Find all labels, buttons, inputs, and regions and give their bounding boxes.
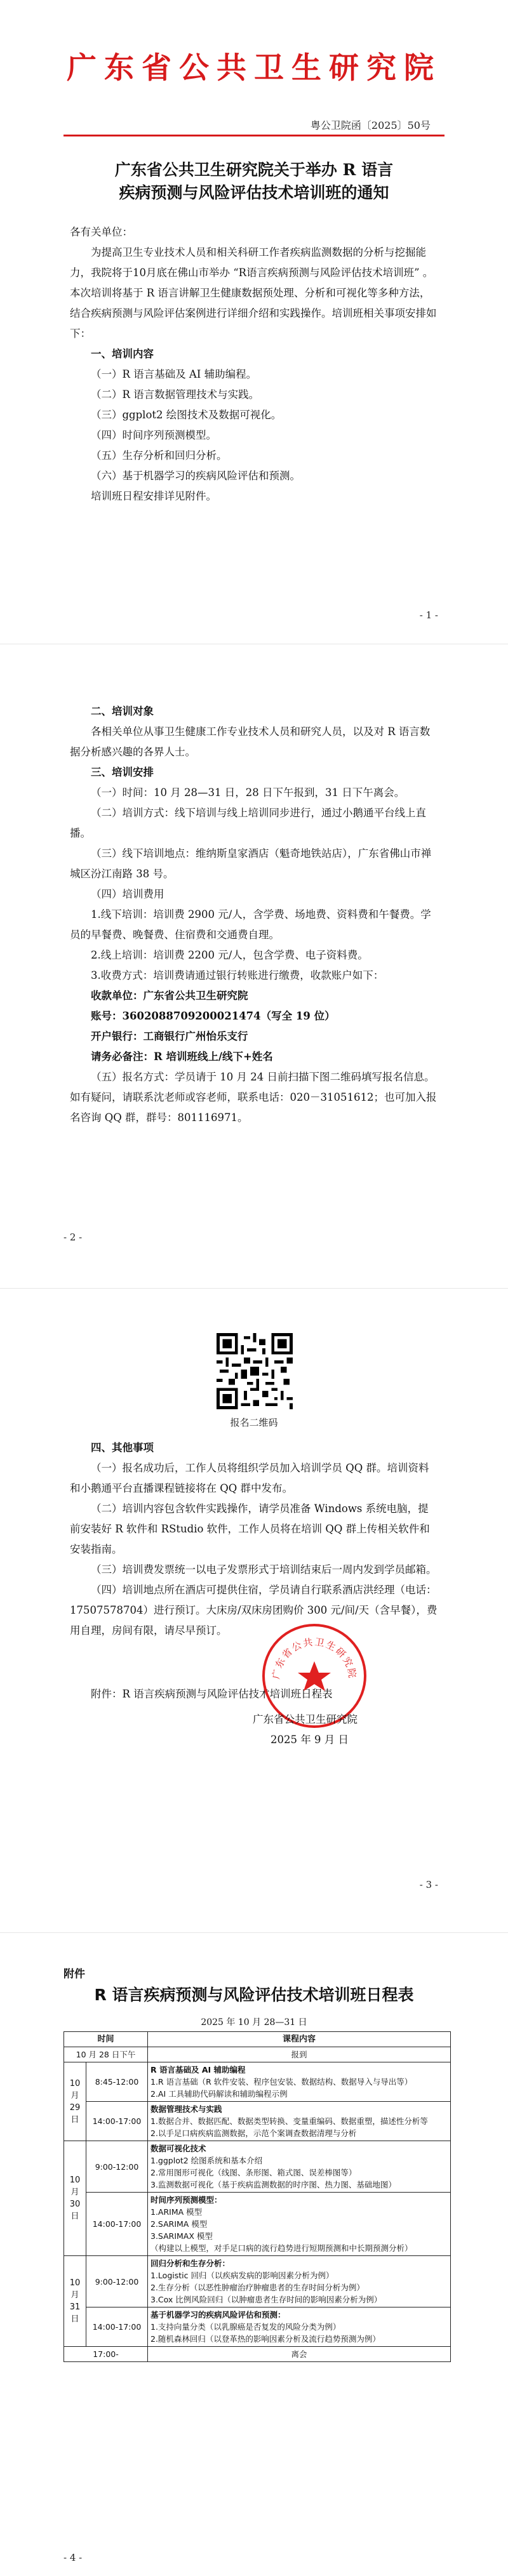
- intro-paragraph: 为提高卫生专业技术人员和相关科研工作者疾病监测数据的分析与挖掘能力，我院将于10月底在佛山市举办 “R语言疾病预测与风险评估技术培训班” 。本次培训将基于 R 语言讲解卫生健康数据预处理、分析和可视化等多种方法，结合疾病预测与风险评估案例进行详细介绍和实践操作。培训班相关事项安排如下：: [70, 246, 437, 340]
- content-cell: [148, 2102, 451, 2141]
- content-cell: [148, 2256, 451, 2307]
- section-3-heading: 三、培训安排: [91, 766, 154, 778]
- page-number: - 1 -: [419, 609, 438, 621]
- seal-text: 广东省公共卫生研究院: [270, 1636, 359, 1680]
- schedule-table: [64, 2031, 451, 2362]
- content-item: （四）时间序列预测模型。: [91, 429, 217, 441]
- session-item: 1.Logistic 回归（以疾病发病的影响因素分析为例）: [150, 2271, 334, 2280]
- session-title: 数据可视化技术: [150, 2144, 206, 2153]
- venue-paragraph: （三）线下培训地点：维纳斯皇家酒店（魁奇地铁站店），广东省佛山市禅城区汾江南路 38 号。: [70, 847, 432, 880]
- fee-offline: 1.线下培训：培训费 2900 元/人，含学费、场地费、资料费和午餐费。学员的早餐费、晚餐费、住宿费和交通费自理。: [70, 908, 431, 941]
- content-cell: [148, 2141, 451, 2193]
- session-title: 数据管理技术与实践: [150, 2104, 222, 2114]
- bank-name: 开户银行：工商银行广州怡乐支行: [91, 1030, 248, 1042]
- end-content-cell: 离会: [148, 2347, 451, 2362]
- other-item: （一）报名成功后，工作人员将组织学员加入培训学员 QQ 群。培训资料和小鹅通平台直播课程链接将在 QQ 群中发布。: [70, 1462, 429, 1494]
- org-letterhead-title: 广东省公共卫生研究院: [67, 51, 441, 86]
- session-item: 2.生存分析（以恶性肿瘤治疗肿瘤患者的生存时间分析为例）: [150, 2283, 364, 2292]
- session-title: 基于机器学习的疾病风险评估和预测：: [150, 2310, 286, 2320]
- content-cell: [148, 2193, 451, 2256]
- fee-heading: （四）培训费用: [91, 888, 164, 900]
- attachment-line[interactable]: 附件：R 语言疾病预测与风险评估技术培训班日程表: [91, 1688, 333, 1700]
- day-cell: 10 月 30 日: [64, 2141, 86, 2256]
- session-item: 2.SARIMA 模型: [150, 2219, 208, 2229]
- time-cell: 9:00-12:00: [86, 2256, 148, 2307]
- table-row: [64, 2347, 451, 2362]
- table-header-row: [64, 2032, 451, 2047]
- page-4: [0, 1933, 508, 2576]
- column-header-content: 课程内容: [148, 2032, 451, 2047]
- document-number: 粤公卫院函〔2025〕50号: [310, 119, 431, 131]
- time-cell: 8:45-12:00: [86, 2062, 148, 2102]
- fee-online: 2.线上培训：培训费 2200 元/人，包含学费、电子资料费。: [91, 949, 368, 961]
- page-number: - 4 -: [64, 2552, 83, 2563]
- column-header-time: 时间: [64, 2032, 148, 2047]
- fee-payment: 3.收费方式：培训费请通过银行转账进行缴费，收款账户如下：: [91, 969, 384, 981]
- page-2-body: [70, 701, 438, 1128]
- signature-date: 2025 年 9 月 日: [271, 1734, 349, 1746]
- content-item: （六）基于机器学习的疾病风险评估和预测。: [91, 470, 300, 482]
- page-2: [0, 644, 508, 1289]
- annex-title: R 语言疾病预测与风险评估技术培训班日程表: [94, 1986, 414, 2004]
- session-item: （构建以上模型，对手足口病的流行趋势进行短期预测和中长期预测分析）: [150, 2243, 413, 2253]
- end-time-cell: 17:00-: [64, 2347, 148, 2362]
- table-row: [64, 2102, 451, 2141]
- signup-paragraph: （五）报名方式：学员请于 10 月 24 日前扫描下图二维码填写报名信息。如有疑问，请联系沈老师或容老师，联系电话：020－31051612；也可加入报名咨询 QQ 群，群号：801116971。: [70, 1071, 437, 1124]
- time-cell: 14:00-17:00: [86, 2102, 148, 2141]
- salutation: 各有关单位：: [70, 226, 133, 238]
- session-item: 3.Cox 比例风险回归（以肿瘤患者生存时间的影响因素分析为例）: [150, 2295, 382, 2304]
- content-item: （一）R 语言基础及 AI 辅助编程。: [91, 368, 257, 380]
- annex-label: 附件: [64, 1968, 85, 1981]
- audience-paragraph: 各相关单位从事卫生健康工作专业技术人员和研究人员，以及对 R 语言数据分析感兴趣的各界人士。: [70, 726, 431, 758]
- notice-title-line-2: 疾病预测与风险评估技术培训班的通知: [119, 183, 389, 202]
- bank-account: 账号：3602088709200021474（写全 19 位）: [91, 1010, 335, 1022]
- content-item: （二）R 语言数据管理技术与实践。: [91, 388, 260, 401]
- time-cell: 14:00-17:00: [86, 2307, 148, 2347]
- time-cell: 14:00-17:00: [86, 2193, 148, 2256]
- session-item: 3.监测数据可视化（基于疾病监测数据的时序图、热力图、基础地图）: [150, 2180, 396, 2189]
- letterhead-red-rule: [64, 135, 444, 136]
- page-number: - 2 -: [64, 1232, 83, 1243]
- table-row: [64, 2256, 451, 2307]
- signup-qr-code[interactable]: [217, 1333, 293, 1409]
- content-item: （三）ggplot2 绘图技术及数据可视化。: [91, 409, 282, 421]
- page-1: [0, 0, 508, 644]
- table-row: [64, 2062, 451, 2102]
- session-item: 2.以手足口病疾病监测数据，示范个案调查数据清理与分析: [150, 2128, 357, 2138]
- other-item: （四）培训地点所在酒店可提供住宿，学员请自行联系酒店洪经理（电话：17507578704）进行预订。大床房/双床房团购价 300 元/间/天（含早餐），费用自理，房间有限，请尽早预订。: [70, 1584, 438, 1637]
- content-cell: [148, 2062, 451, 2102]
- page-1-body: [70, 222, 438, 507]
- table-row: [64, 2307, 451, 2347]
- session-item: 2.常用图形可视化（线图、条形图、箱式图、误差棒图等）: [150, 2168, 357, 2177]
- session-title: 时间序列预测模型：: [150, 2195, 222, 2205]
- notice-title-line-1: 广东省公共卫生研究院关于举办 R 语言: [114, 161, 394, 179]
- section-2-heading: 二、培训对象: [91, 705, 154, 717]
- table-row: [64, 2141, 451, 2193]
- table-row: [64, 2193, 451, 2256]
- time-paragraph: （一）时间：10 月 28—31 日，28 日下午报到，31 日下午离会。: [91, 787, 405, 799]
- other-item: （二）培训内容包含软件实践操作，请学员准备 Windows 系统电脑，提前安装好 R 软件和 RStudio 软件，工作人员将在培训 QQ 群上传相关软件和安装指南。: [70, 1503, 430, 1555]
- registration-content: 报到: [148, 2047, 451, 2062]
- day-cell: 10 月 31 日: [64, 2256, 86, 2347]
- content-cell: [148, 2307, 451, 2347]
- page-number: - 3 -: [419, 1879, 438, 1890]
- schedule-note: 培训班日程安排详见附件。: [91, 490, 217, 502]
- table-row: [64, 2047, 451, 2062]
- session-item: 2.随机森林回归（以登革热的影响因素分析及流行趋势预测为例）: [150, 2334, 380, 2344]
- annex-date-range: 2025 年 10 月 28—31 日: [201, 2017, 307, 2028]
- method-paragraph: （二）培训方式：线下培训与线上培训同步进行，通过小鹅通平台线上直播。: [70, 807, 426, 839]
- signature-org: 广东省公共卫生研究院: [253, 1713, 358, 1725]
- session-title: 回归分析和生存分析：: [150, 2259, 231, 2268]
- session-item: 3.SARIMAX 模型: [150, 2231, 213, 2241]
- session-item: 1.R 语言基础（R 软件安装、程序包安装、数据结构、数据导入与导出等）: [150, 2077, 413, 2087]
- section-4-heading: 四、其他事项: [91, 1442, 154, 1454]
- qr-caption: 报名二维码: [230, 1417, 278, 1428]
- session-item: 1.数据合并、数据匹配、数据类型转换、变量重编码、数据重塑，描述性分析等: [150, 2116, 428, 2126]
- session-item: 2.AI 工具辅助代码解读和辅助编程示例: [150, 2089, 288, 2099]
- registration-time: 10 月 28 日下午: [64, 2047, 148, 2062]
- time-cell: 9:00-12:00: [86, 2141, 148, 2193]
- session-item: 1.ggplot2 绘图系统和基本介绍: [150, 2156, 263, 2165]
- page-3-body: [70, 1438, 438, 1641]
- section-1-heading: 一、培训内容: [91, 348, 154, 360]
- payee: 收款单位：广东省公共卫生研究院: [91, 990, 248, 1002]
- day-cell: 10 月 29 日: [64, 2062, 86, 2141]
- payment-remark: 请务必备注：R 培训班线上/线下+姓名: [91, 1051, 273, 1063]
- page-3: [0, 1289, 508, 1933]
- content-item: （五）生存分析和回归分析。: [91, 449, 227, 461]
- notice-title: [70, 159, 438, 204]
- other-item: （三）培训费发票统一以电子发票形式于培训结束后一周内发到学员邮箱。: [91, 1564, 437, 1576]
- session-item: 1.支持向量分类（以乳腺癌是否复发的风险分类为例）: [150, 2322, 341, 2332]
- session-item: 1.ARIMA 模型: [150, 2207, 203, 2217]
- session-title: R 语言基础及 AI 辅助编程: [150, 2065, 246, 2075]
